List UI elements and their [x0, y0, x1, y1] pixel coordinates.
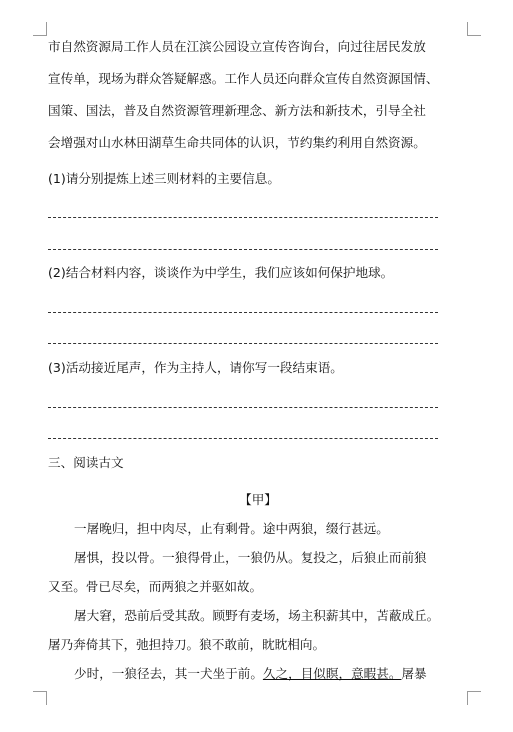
passage-line: 一屠晚归，担中肉尽，止有剩骨。途中两狼，缀行甚远。	[74, 521, 389, 536]
question-2: (2)结合材料内容，谈谈作为中学生，我们应该如何保护地球。	[48, 265, 394, 280]
answer-blank-line	[48, 312, 438, 313]
answer-blank-line	[48, 217, 438, 218]
answer-blank-line	[48, 438, 438, 439]
passage-line: 屠大窘，恐前后受其敌。顾野有麦场，场主积薪其中，苫蔽成丘。	[74, 608, 440, 623]
page-corner-mark-bottom-left	[33, 691, 47, 705]
paragraph-line: 国策、国法，普及自然资源管理新理念、新方法和新技术，引导全社	[48, 103, 426, 118]
paragraph-line: 宣传单，现场为群众答疑解惑。工作人员还向群众宣传自然资源国情、	[48, 71, 439, 86]
question-3: (3)活动接近尾声，作为主持人，请你写一段结束语。	[48, 360, 343, 375]
passage-line: 屠乃奔倚其下，弛担持刀。狼不敢前，眈眈相向。	[48, 637, 326, 652]
passage-line: 又至。骨已尽矣，而两狼之并驱如故。	[48, 579, 263, 594]
passage-line: 屠惧，投以骨。一狼得骨止，一狼仍从。复投之，后狼止而前狼	[74, 550, 427, 565]
page-corner-mark-top-left	[33, 22, 47, 36]
section-title: 三、阅读古文	[48, 455, 124, 470]
answer-blank-line	[48, 407, 438, 408]
underlined-passage-text: 久之，目似瞑，意暇甚。	[262, 666, 402, 681]
passage-text: 屠暴	[401, 666, 427, 681]
answer-blank-line	[48, 249, 438, 250]
passage-title: 【甲】	[239, 492, 277, 507]
question-1: (1)请分别提炼上述三则材料的主要信息。	[48, 171, 280, 186]
answer-blank-line	[48, 343, 438, 344]
paragraph-line: 会增强对山水林田湖草生命共同体的认识，节约集约利用自然资源。	[48, 135, 426, 150]
passage-line	[48, 664, 494, 684]
page-corner-mark-bottom-right	[467, 691, 481, 705]
passage-text: 少时，一狼径去，其一犬坐于前。	[74, 666, 263, 681]
paragraph-line: 市自然资源局工作人员在江滨公园设立宣传咨询台，向过往居民发放	[48, 39, 426, 54]
page-corner-mark-top-right	[467, 22, 481, 36]
